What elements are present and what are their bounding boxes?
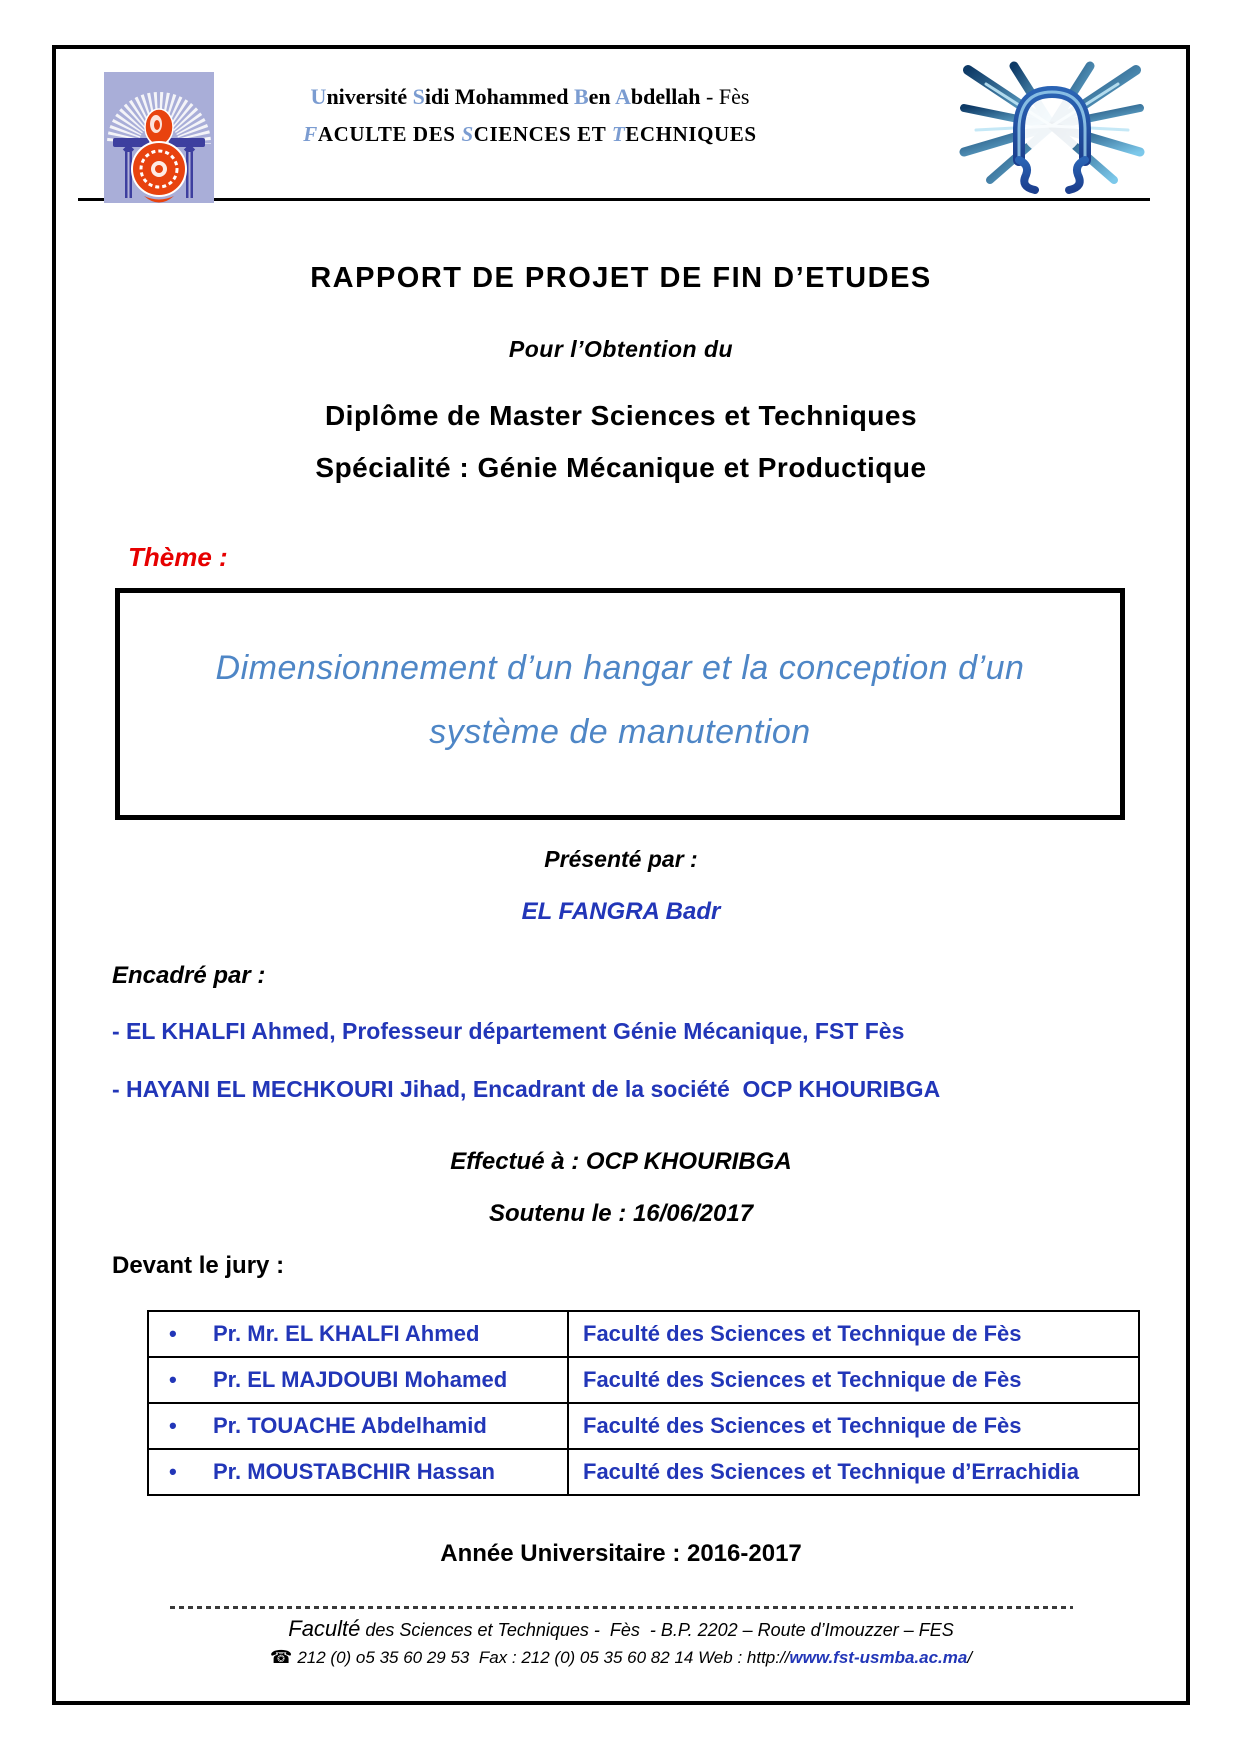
text-segment: A	[614, 84, 631, 109]
phone-icon: ☎	[269, 1647, 298, 1667]
theme-label: Thème :	[128, 542, 228, 572]
report-title: RAPPORT DE PROJET DE FIN D’ETUDES	[310, 262, 932, 294]
text-segment: - Fès	[700, 84, 750, 109]
obtention-subtitle: Pour l’Obtention du	[508, 336, 734, 362]
academic-year: Année Universitaire : 2016-2017	[440, 1540, 802, 1567]
text-segment: Faculté	[288, 1616, 361, 1641]
bullet-icon: •	[169, 1367, 177, 1392]
bullet-icon: •	[169, 1321, 177, 1346]
table-row	[148, 1403, 1139, 1449]
bullet-icon: •	[169, 1413, 177, 1438]
table-row	[148, 1449, 1139, 1495]
text-segment: CIENCES ET	[473, 122, 612, 146]
supervisor-line: - HAYANI EL MECHKOURI Jihad, Encadrant de la société OCP KHOURIBGA	[112, 1076, 941, 1102]
footer-dashed-divider	[170, 1606, 1073, 1609]
faculty-name	[240, 122, 820, 146]
faculty-address	[56, 1616, 1186, 1642]
text-segment: U	[310, 84, 327, 109]
author-name: EL FANGRA Badr	[521, 898, 721, 925]
presented-by-label: Présenté par :	[544, 846, 698, 872]
text-segment: en	[588, 84, 615, 109]
internship-location: Effectué à : OCP KHOURIBGA	[450, 1148, 792, 1175]
text-segment: S	[461, 122, 474, 146]
jury-member-name: Pr. Mr. EL KHALFI Ahmed	[213, 1321, 480, 1346]
table-row	[148, 1357, 1139, 1403]
jury-table	[147, 1310, 1140, 1496]
text-segment: bdellah	[630, 84, 701, 109]
text-segment: 212 (0) o5 35 60 29 53 Fax : 212 (0) 05 35 60 82 14 Web : http://	[297, 1648, 790, 1667]
text-segment: idi Mohammed	[424, 84, 574, 109]
supervisor-line: - EL KHALFI Ahmed, Professeur département Génie Mécanique, FST Fès	[112, 1018, 905, 1044]
text-segment: des Sciences et Techniques - Fès - B.P. 2202 – Route d’Imouzzer – FES	[360, 1620, 954, 1640]
thesis-title-line1: Dimensionnement d’un hangar et la conception d’un	[215, 649, 1025, 687]
fst-logo	[956, 60, 1148, 200]
jury-member-affiliation: Faculté des Sciences et Technique de Fès	[568, 1357, 1139, 1403]
text-segment: niversité	[326, 84, 413, 109]
defense-date: Soutenu le : 16/06/2017	[488, 1200, 754, 1227]
text-segment: /	[967, 1648, 973, 1667]
jury-member-affiliation: Faculté des Sciences et Technique de Fès	[568, 1311, 1139, 1357]
table-row	[148, 1311, 1139, 1357]
header-text-block	[240, 84, 820, 146]
text-segment: T	[611, 122, 626, 146]
text-segment: B	[573, 84, 589, 109]
jury-member-name: Pr. EL MAJDOUBI Mohamed	[213, 1367, 508, 1392]
university-logo	[104, 72, 214, 203]
text-segment: ECHNIQUES	[625, 122, 757, 146]
text-segment: ACULTE DES	[317, 122, 462, 146]
jury-member-name: Pr. MOUSTABCHIR Hassan	[213, 1459, 495, 1484]
thesis-title	[120, 636, 1120, 764]
text-segment: S	[412, 84, 425, 109]
jury-member-name: Pr. TOUACHE Abdelhamid	[213, 1413, 487, 1438]
website-link[interactable]: www.fst-usmba.ac.ma	[789, 1648, 968, 1667]
specialty-title: Spécialité : Génie Mécanique et Productique	[315, 452, 927, 483]
text-segment: F	[303, 122, 318, 146]
supervised-by-label: Encadré par :	[112, 962, 266, 989]
university-name	[240, 84, 820, 110]
diploma-title: Diplôme de Master Sciences et Techniques	[324, 400, 918, 431]
jury-label: Devant le jury :	[112, 1252, 285, 1279]
faculty-contact	[56, 1646, 1186, 1669]
jury-member-affiliation: Faculté des Sciences et Technique d’Errachidia	[568, 1449, 1139, 1495]
bullet-icon: •	[169, 1459, 177, 1484]
thesis-title-line2: système de manutention	[429, 713, 811, 751]
jury-member-affiliation: Faculté des Sciences et Technique de Fès	[568, 1403, 1139, 1449]
